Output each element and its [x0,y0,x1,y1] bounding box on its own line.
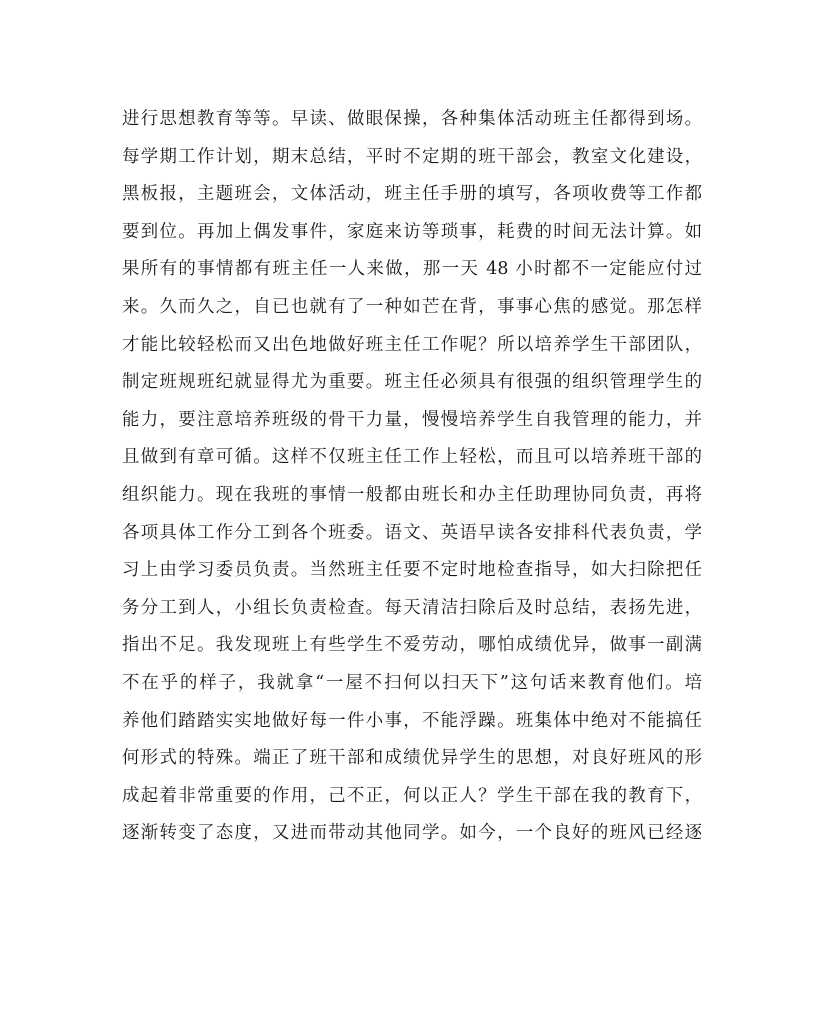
text-line: 进行思想教育等等。早读、做眼保操，各种集体活动班主任都得到场。 [122,109,702,129]
text-line: 何形式的特殊。端正了班干部和成绩优异学生的思想，对良好班风的形 [122,748,702,769]
text-line: 制定班规班纪就显得尤为重要。班主任必须具有很强的组织管理学生的 [122,372,702,393]
text-line: 且做到有章可循。这样不仅班主任工作上轻松，而且可以培养班干部的 [122,447,702,468]
text-line: 指出不足。我发现班上有些学生不爱劳动，哪怕成绩优异，做事一副满 [122,635,702,656]
text-line: 成起着非常重要的作用，己不正，何以正人？学生干部在我的教育下， [122,785,702,806]
text-line: 务分工到人，小组长负责检查。每天清洁扫除后及时总结，表扬先进， [122,597,702,618]
text-line: 才能比较轻松而又出色地做好班主任工作呢？所以培养学生干部团队， [122,334,702,355]
text-line: 各项具体工作分工到各个班委。语文、英语早读各安排科代表负责，学 [122,522,702,543]
text-line: 能力，要注意培养班级的骨干力量，慢慢培养学生自我管理的能力，并 [122,409,702,430]
body-text [122,101,702,853]
text-line: 果所有的事情都有班主任一人来做，那一天 48 小时都不一定能应付过 [122,259,702,280]
text-line: 养他们踏踏实实地做好每一件小事，不能浮躁。班集体中绝对不能搞任 [122,710,702,731]
text-line: 黑板报，主题班会，文体活动，班主任手册的填写，各项收费等工作都 [122,184,702,205]
text-line: 逐渐转变了态度，又进而带动其他同学。如今，一个良好的班风已经逐 [122,823,702,844]
text-line: 来。久而久之，自已也就有了一种如芒在背，事事心焦的感觉。那怎样 [122,296,702,317]
text-line: 不在乎的样子，我就拿“一屋不扫何以扫天下”这句话来教育他们。培 [122,672,702,693]
text-line: 组织能力。现在我班的事情一般都由班长和办主任助理协同负责，再将 [122,484,702,505]
text-line: 每学期工作计划，期末总结，平时不定期的班干部会，教室文化建设， [122,146,702,167]
text-line: 习上由学习委员负责。当然班主任要不定时地检查指导，如大扫除把任 [122,560,702,581]
text-line: 要到位。再加上偶发事件，家庭来访等琐事，耗费的时间无法计算。如 [122,221,702,242]
